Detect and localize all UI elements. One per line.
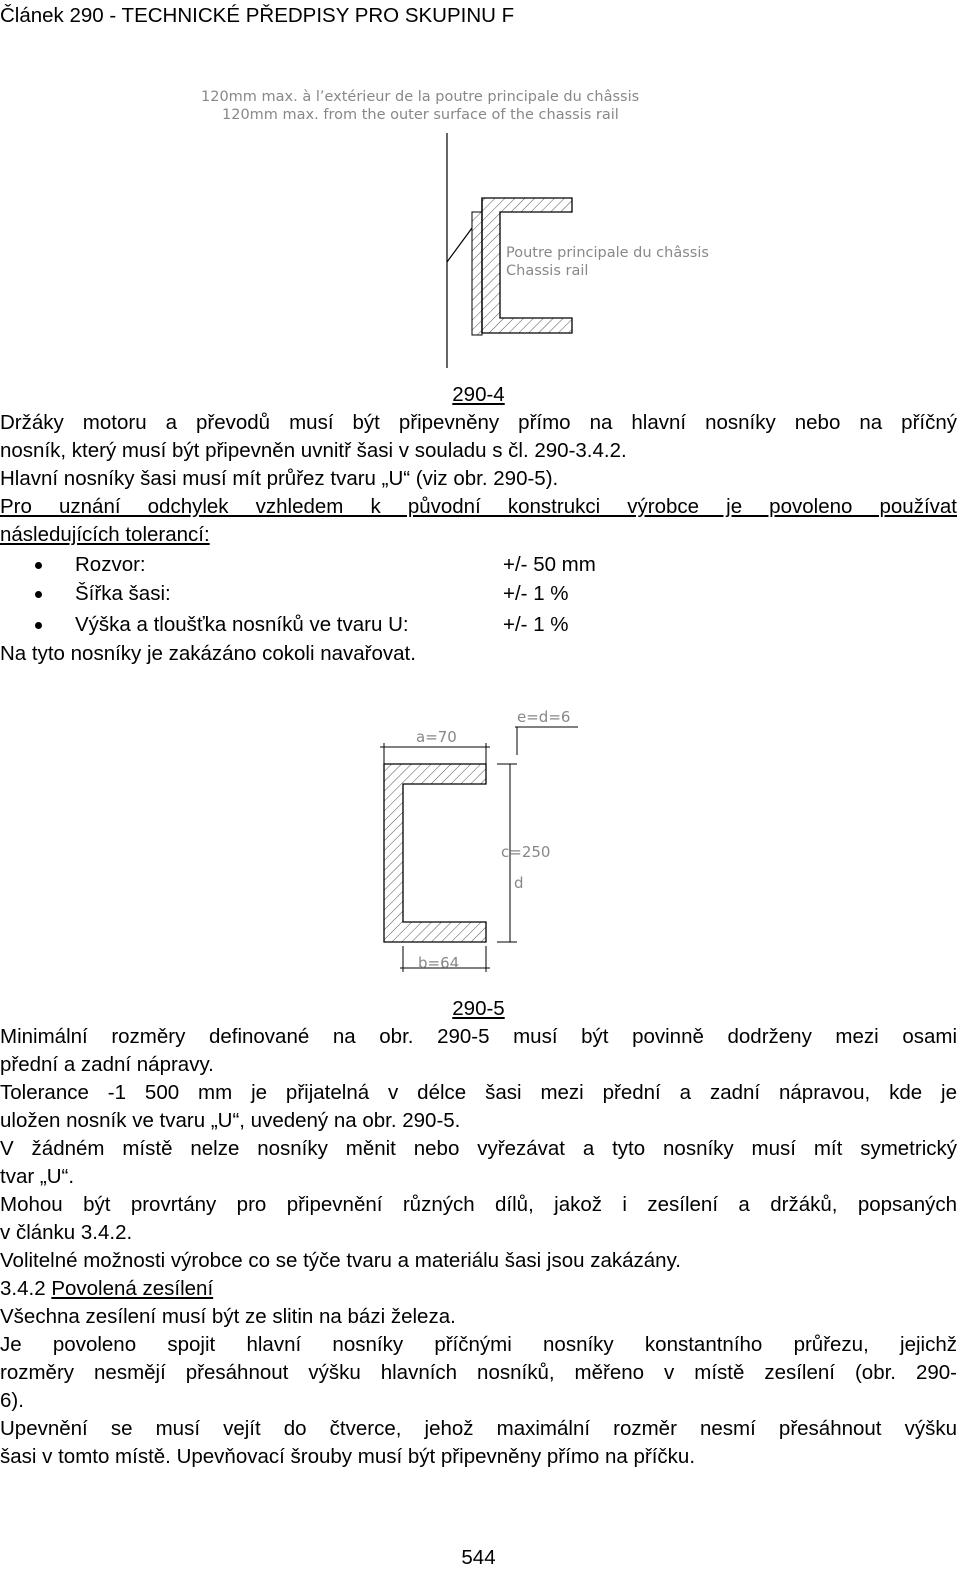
leader-line — [447, 228, 472, 262]
para2-line1: Minimální rozměry definované na obr. 290-5 musí být povinně dodrženy mezi osami — [0, 1025, 957, 1048]
para3-line3: rozměry nesmějí přesáhnout výšku hlavních nosníků, měřeno v místě zesílení (obr. 290- — [0, 1361, 957, 1384]
tolerance-label: Šířka šasi: — [75, 582, 171, 605]
weld-note: Na tyto nosníky je zakázáno cokoli navařovat. — [0, 642, 416, 665]
para3-line1: Všechna zesílení musí být ze slitin na bázi železa. — [0, 1305, 456, 1328]
rail-label-fr: Poutre principale du châssis — [506, 245, 709, 261]
para3-line5: Upevnění se musí vejít do čtverce, jehož maximální rozměr nesmí přesáhnout výšku — [0, 1417, 957, 1440]
para3-line4: 6). — [0, 1389, 24, 1412]
dim-c: c=250 — [501, 843, 551, 861]
dim-a: a=70 — [416, 728, 457, 746]
para3-line2: Je povoleno spojit hlavní nosníky příčnými nosníky konstantního průřezu, jejichž — [0, 1333, 957, 1356]
para1-line1: Držáky motoru a převodů musí být připevněny přímo na hlavní nosníky nebo na příčný — [0, 411, 957, 434]
figure-290-4-label-fr: 120mm max. à l’extérieur de la poutre principale du châssis — [201, 89, 640, 105]
page-number: 544 — [461, 1546, 496, 1569]
section-number: 3.4.2 — [0, 1277, 46, 1300]
section-title: Povolená zesílení — [51, 1277, 214, 1300]
para1-line4: Pro uznání odchylek vzhledem k původní konstrukci výrobce je povoleno používat — [0, 495, 957, 518]
para2-line3: Tolerance -1 500 mm je přijatelná v délce šasi mezi přední a zadní nápravou, kde je — [0, 1081, 957, 1104]
tolerance-value: +/- 50 mm — [503, 553, 596, 576]
tolerance-item — [0, 551, 700, 579]
tolerance-label: Výška a tloušťka nosníků ve tvaru U: — [75, 613, 409, 636]
para2-line5: V žádném místě nelze nosníky měnit nebo vyřezávat a tyto nosníky musí mít symetrický — [0, 1137, 957, 1160]
figure-290-4 — [0, 0, 960, 380]
para3-line6: šasi v tomto místě. Upevňovací šrouby musí být připevněny přímo na příčku. — [0, 1445, 696, 1468]
bullet-icon — [35, 622, 42, 629]
tolerance-value: +/- 1 % — [503, 582, 569, 605]
tolerance-item — [0, 611, 700, 639]
figure-290-5-caption: 290-5 — [452, 997, 505, 1020]
tolerance-label: Rozvor: — [75, 553, 146, 576]
section-heading — [0, 1275, 957, 1303]
page-title: Článek 290 - TECHNICKÉ PŘEDPISY PRO SKUPINU F — [0, 4, 515, 27]
rail-label-en: Chassis rail — [506, 263, 589, 279]
figure-290-4-caption: 290-4 — [452, 383, 505, 406]
para2-line4: uložen nosník ve tvaru „U“, uvedený na obr. 290-5. — [0, 1109, 461, 1132]
mounting-plate — [472, 212, 482, 335]
para2-line6: tvar „U“. — [0, 1165, 75, 1188]
para2-line9: Volitelné možnosti výrobce co se týče tvaru a materiálu šasi jsou zakázány. — [0, 1249, 681, 1272]
dim-d: d — [514, 874, 524, 892]
dim-b: b=64 — [418, 954, 460, 972]
bullet-icon — [35, 562, 42, 569]
u-profile — [384, 764, 486, 942]
tolerance-value: +/- 1 % — [503, 613, 569, 636]
figure-290-5 — [0, 690, 960, 990]
para2-line7: Mohou být provrtány pro připevnění různých dílů, jakož i zesílení a držáků, popsaných — [0, 1193, 957, 1216]
figure-290-4-label-en: 120mm max. from the outer surface of the chassis rail — [222, 107, 619, 123]
bullet-icon — [35, 591, 42, 598]
para2-line2: přední a zadní nápravy. — [0, 1053, 214, 1076]
dim-ed: e=d=6 — [517, 708, 571, 726]
tolerance-item — [0, 580, 700, 608]
para1-line5: následujících tolerancí: — [0, 523, 210, 546]
para2-line8: v článku 3.4.2. — [0, 1221, 133, 1244]
para1-line2: nosník, který musí být připevněn uvnitř šasi v souladu s čl. 290-3.4.2. — [0, 439, 627, 462]
para1-line3: Hlavní nosníky šasi musí mít průřez tvaru „U“ (viz obr. 290-5). — [0, 467, 559, 490]
